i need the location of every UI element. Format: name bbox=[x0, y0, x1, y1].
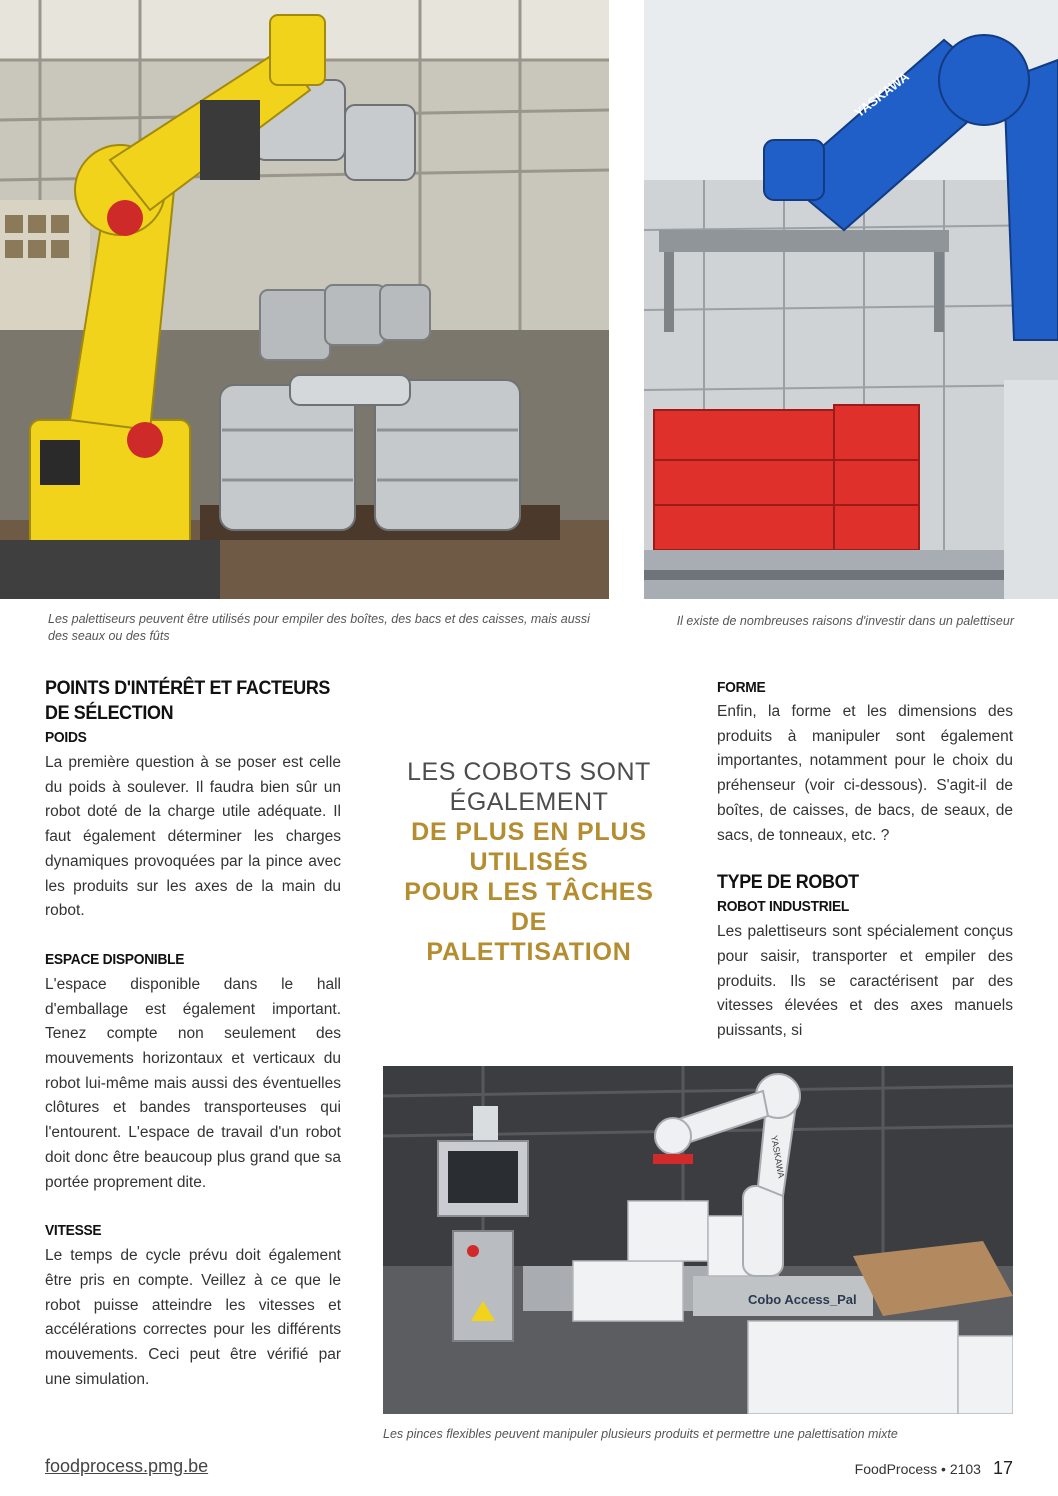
footer-website-link[interactable]: foodprocess.pmg.be bbox=[45, 1456, 209, 1476]
photo-cobot-palletizing bbox=[383, 1066, 1013, 1414]
pull-quote-line1: LES COBOTS SONT bbox=[407, 758, 651, 786]
caption-photo-left: Les palettiseurs peuvent être utilisés pour empiler des boîtes, des bacs et des caisses, mais aussi des seaux ou des fûts bbox=[48, 612, 590, 643]
paragraph-forme: Enfin, la forme et les dimensions des produits à manipuler sont également importantes, notamment pour le choix du préhenseur (voir ci-dessous). S'agit-il de boîtes, de caisses, de bacs, de seaux, de sacs, de tonneaux, etc. ? bbox=[717, 703, 1013, 844]
paragraph-robot-industriel: Les palettiseurs sont spécialement conçus pour saisir, transporter et empiler des produits. Ils se caractérisent par des vitesses élevées et des axes manuels puissants, si bbox=[717, 923, 1013, 1040]
yaskawa-logo-right: YASKAWA bbox=[851, 68, 912, 121]
photo-blue-robot-crates bbox=[644, 0, 1058, 599]
subheading-forme: FORME bbox=[717, 679, 766, 696]
subheading-vitesse: VITESSE bbox=[45, 1222, 102, 1240]
yaskawa-logo-bottom: YASKAWA bbox=[769, 1134, 787, 1179]
paragraph-poids: La première question à se poser est celle du poids à soulever. Il faudra bien sûr un robot doté de la charge utile adéquate. Il faut également déterminer les charges dynamiques provoquées par la pince avec les produits sur les axes de la main du robot. bbox=[45, 754, 341, 920]
paragraph-espace: L'espace disponible dans le hall d'emballage est également important. Tenez compte non seulement des mouvements horizontaux et verticaux du robot lui-même mais aussi des éventuelles clôtures et bandes transporteuses qui l'entourent. L'espace de travail d'un robot doit donc être beaucoup plus grand que sa portée proprement dite. bbox=[45, 975, 341, 1191]
section-heading-line1: POINTS D'INTÉRÊT ET FACTEURS bbox=[45, 677, 331, 699]
pull-quote-line3: DE PLUS EN PLUS bbox=[411, 818, 647, 846]
pull-quote-line5: POUR LES TÂCHES DE bbox=[404, 878, 654, 936]
subheading-espace: ESPACE DISPONIBLE bbox=[45, 950, 185, 968]
pull-quote-line6: PALETTISATION bbox=[426, 938, 632, 966]
right-column bbox=[717, 678, 1013, 1044]
paragraph-vitesse: Le temps de cycle prévu doit également être pris en compte. Veillez à ce que le robot puisse atteindre les vitesses et accélérations correctes pour les différents mouvements. Ceci peut être vérifié par une simulation. bbox=[45, 1247, 341, 1388]
pull-quote-line4: UTILISÉS bbox=[469, 848, 589, 876]
footer-publication bbox=[855, 1458, 1013, 1479]
left-column bbox=[45, 676, 341, 1392]
section-heading-points bbox=[45, 676, 331, 726]
section-heading-line2: DE SÉLECTION bbox=[45, 702, 174, 724]
caption-photo-bottom: Les pinces flexibles peuvent manipuler plusieurs produits et permettre une palettisation mixte bbox=[383, 1427, 898, 1441]
page-number: 17 bbox=[992, 1458, 1013, 1478]
subheading-poids: POIDS bbox=[45, 729, 87, 746]
cobo-access-pal-label: Cobo Access_Pal bbox=[748, 1292, 857, 1307]
subheading-robot-industriel: ROBOT INDUSTRIEL bbox=[717, 898, 850, 916]
pull-quote-line2: ÉGALEMENT bbox=[449, 788, 609, 816]
caption-photo-right: Il existe de nombreuses raisons d'investir dans un palettiseur bbox=[676, 614, 1014, 628]
pull-quote bbox=[385, 757, 673, 967]
publication-issue: FoodProcess • 2103 bbox=[854, 1461, 981, 1477]
photo-yellow-robot-kegs bbox=[0, 0, 609, 599]
section-heading-type-robot: TYPE DE ROBOT bbox=[717, 871, 859, 894]
